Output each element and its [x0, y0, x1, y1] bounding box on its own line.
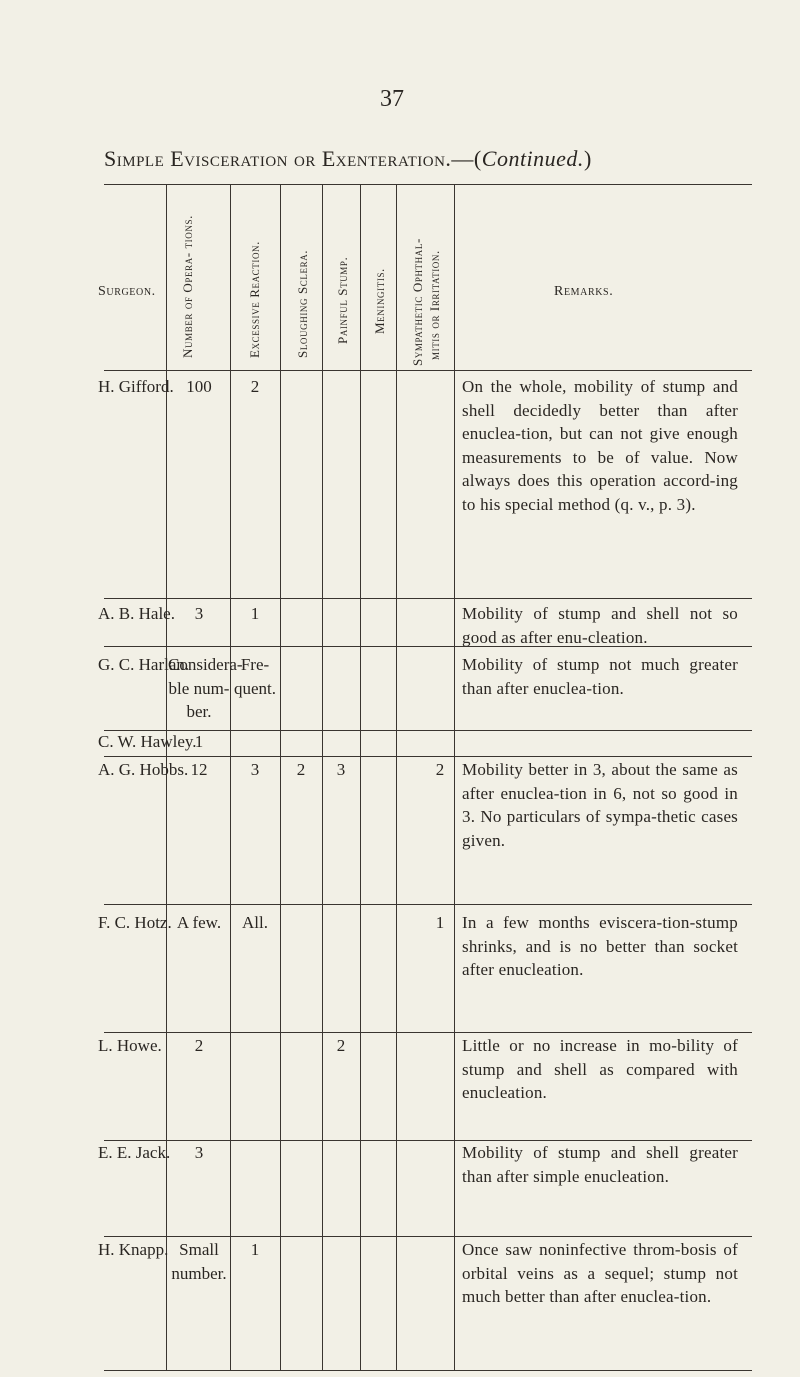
row-reaction: 3: [250, 760, 260, 779]
row-sympathetic: 2: [435, 760, 445, 779]
row-surgeon: G. C. Harlan.: [98, 655, 190, 674]
col-rule-stump: [360, 184, 361, 1370]
row-remarks: Mobility better in 3, about the same as after enuclea-tion in 6, not so good in 3. No particulars of sympa-thetic cases given.: [462, 760, 738, 850]
row-remarks: In a few months eviscera-tion-stump shrinks, and is no better than socket after enucleation.: [462, 913, 738, 979]
row-rule: [104, 904, 752, 905]
header-remarks: Remarks.: [554, 284, 614, 299]
row-number: A few.: [176, 913, 222, 932]
header-stump: Painful Stump.: [335, 256, 350, 344]
row-surgeon: A. G. Hobbs.: [98, 760, 189, 779]
header-number: Number of Opera- tions.: [180, 215, 195, 358]
col-rule-meningitis: [396, 184, 397, 1370]
row-surgeon: H. Gifford.: [98, 377, 174, 396]
row-remarks: Once saw noninfective throm-bosis of orbital veins as a sequel; stump not much better than after enuclea-tion.: [462, 1240, 738, 1306]
row-rule: [104, 598, 752, 599]
rule-bottom: [104, 1370, 752, 1371]
row-surgeon: H. Knapp.: [98, 1240, 169, 1259]
row-reaction: 1: [250, 604, 260, 623]
row-rule: [104, 1236, 752, 1237]
header-reaction: Excessive Reaction.: [247, 240, 262, 358]
row-surgeon: E. E. Jack.: [98, 1143, 171, 1162]
row-surgeon: C. W. Hawley.: [98, 732, 197, 751]
row-surgeon: L. Howe.: [98, 1036, 162, 1055]
header-sympathetic-2: mitis or Irritation.: [427, 250, 442, 360]
row-reaction: 2: [250, 377, 260, 396]
header-meningitis: Meningitis.: [372, 268, 387, 334]
row-number: 3: [194, 1143, 204, 1162]
title-continued: Continued.: [481, 146, 584, 171]
row-remarks: Mobility of stump and shell not so good as after enu-cleation.: [462, 604, 738, 647]
title-close: ): [583, 146, 592, 171]
row-rule: [104, 1032, 752, 1033]
row-number: 12: [190, 760, 208, 779]
page-number: 37: [380, 86, 404, 112]
row-remarks: On the whole, mobility of stump and shell decidedly better than after enuclea-tion, but can not give enough measurements to be of value. Now always does this operation accord-ing to his special method (q. v., p. 3).: [462, 377, 738, 514]
row-reaction: All.: [242, 913, 268, 932]
header-sclera: Sloughing Sclera.: [295, 249, 310, 358]
row-sclera: 2: [296, 760, 306, 779]
row-stump: 2: [336, 1036, 346, 1055]
row-number: 3: [194, 604, 204, 623]
row-number: 1: [194, 732, 204, 751]
rule-top: [104, 184, 752, 185]
row-number: Small number.: [171, 1240, 227, 1283]
row-rule: [104, 756, 752, 757]
row-stump: 3: [336, 760, 346, 779]
row-number: Considera-ble num-ber.: [168, 655, 243, 721]
row-surgeon: A. B. Hale.: [98, 604, 175, 623]
row-sympathetic: 1: [435, 913, 445, 932]
header-surgeon: Surgeon.: [98, 284, 156, 299]
row-remarks: Little or no increase in mo-bility of stump and shell as compared with enucleation.: [462, 1036, 738, 1102]
row-reaction: 1: [250, 1240, 260, 1259]
page-title: [104, 146, 592, 172]
row-remarks: Mobility of stump not much greater than after enuclea-tion.: [462, 655, 738, 698]
row-number: 100: [186, 377, 212, 396]
title-main: Simple Evisceration or Exenteration.—(: [104, 146, 482, 171]
row-remarks: Mobility of stump and shell greater than after simple enucleation.: [462, 1143, 738, 1186]
rule-header: [104, 370, 752, 371]
header-sympathetic-1: Sympathetic Ophthal-: [410, 238, 425, 366]
row-number: 2: [194, 1036, 204, 1055]
col-rule-sympathetic: [454, 184, 455, 1370]
row-surgeon: F. C. Hotz.: [98, 913, 172, 932]
surgeon-table: [98, 184, 752, 1370]
row-reaction: Fre-quent.: [233, 655, 277, 698]
